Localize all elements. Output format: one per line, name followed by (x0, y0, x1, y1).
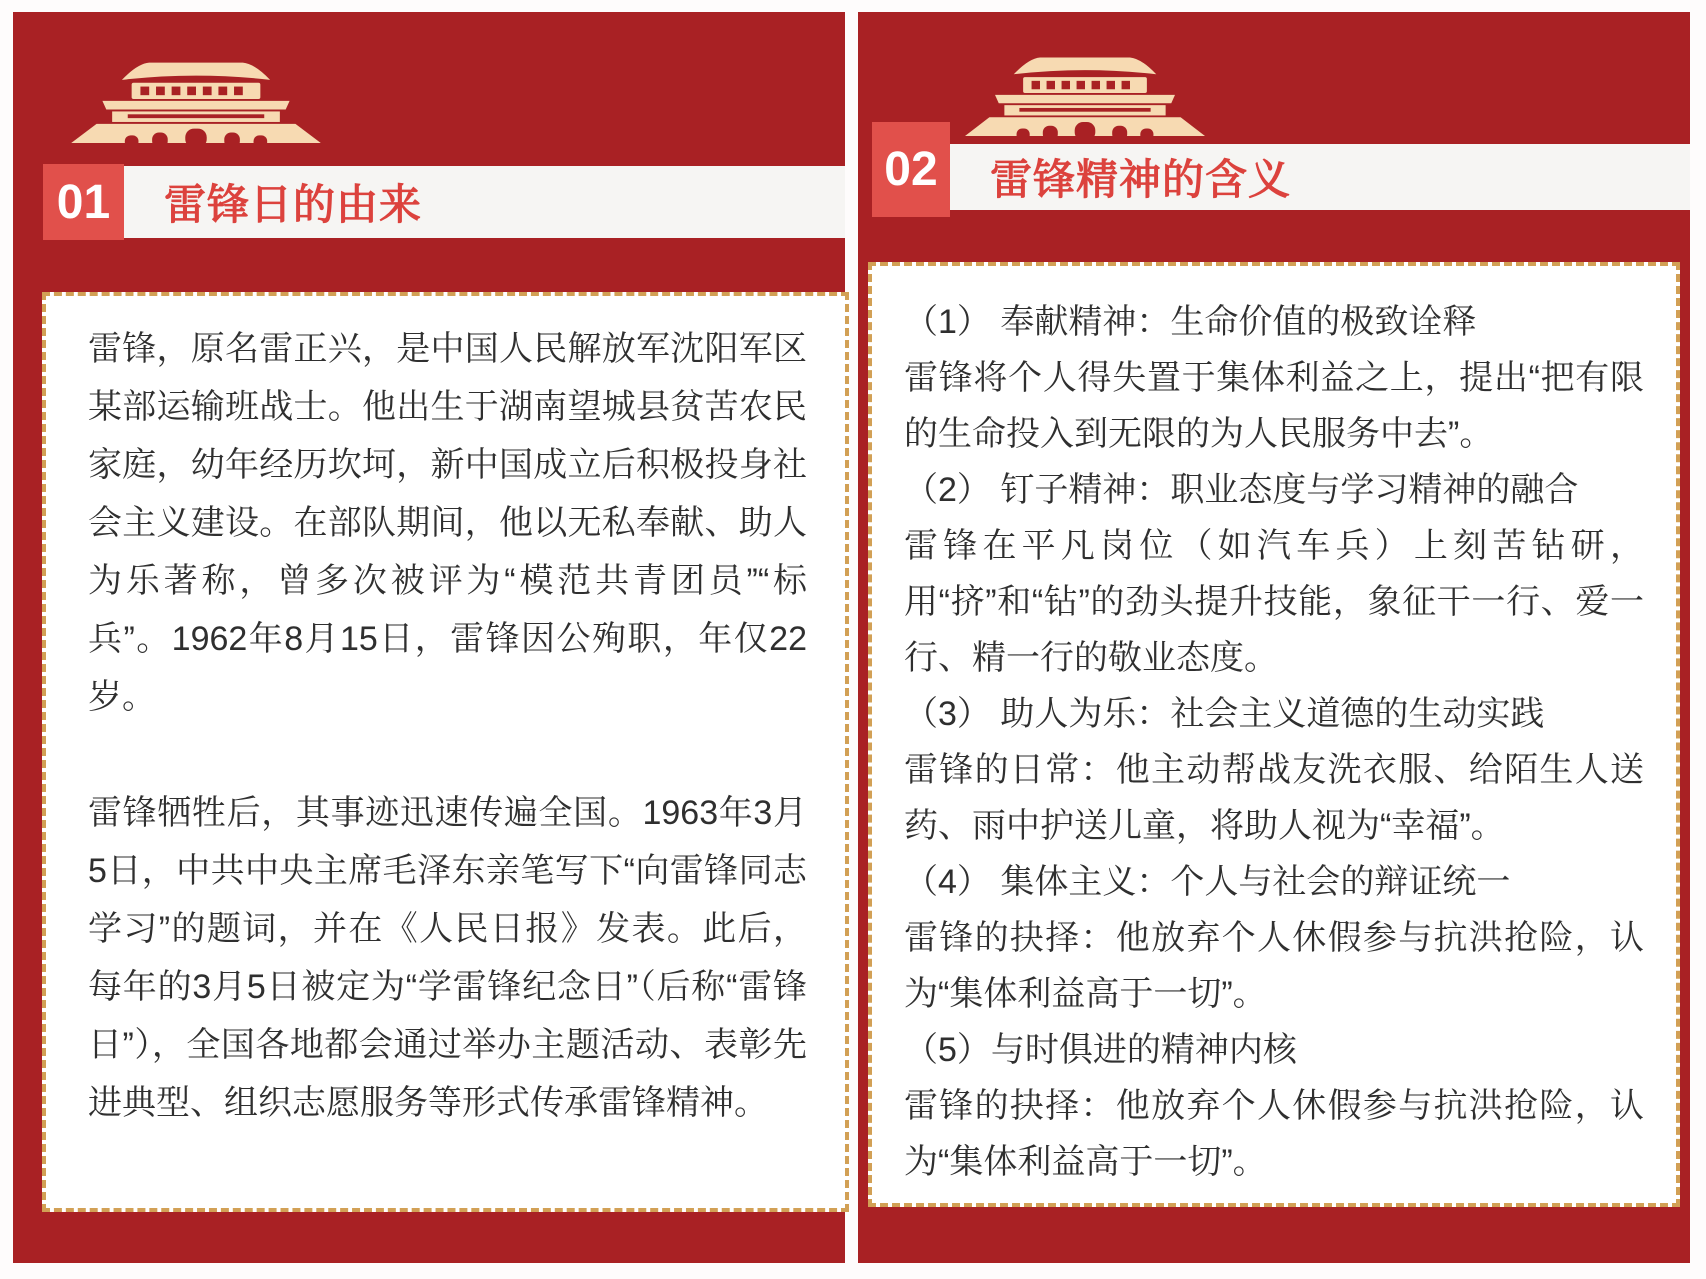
spirit-item-body: 雷锋的抉择：他放弃个人休假参与抗洪抢险，认为“集体利益高于一切”。 (904, 919, 1644, 1013)
origin-paragraph-1: 雷锋，原名雷正兴，是中国人民解放军沈阳军区某部运输班战士。他出生于湖南望城县贫苦农民家庭，幼年经历坎坷，新中国成立后积极投身社会主义建设。在部队期间，他以无私奉献、助人为乐著称，曾多次被评为“模范共青团员”“标兵”。1962年8月15日，雷锋因公殉职，年仅22岁。 (88, 330, 807, 716)
spirit-item-body: 雷锋将个人得失置于集体利益之上，提出“把有限的生命投入到无限的为人民服务中去”。 (904, 359, 1644, 453)
spirit-item-heading: （2） 钉子精神：职业态度与学习精神的融合 (904, 471, 1579, 509)
spirit-item-heading: （3） 助人为乐：社会主义道德的生动实践 (904, 695, 1545, 733)
spirit-item-2 (904, 462, 1644, 686)
section-number: 01 (56, 175, 111, 229)
content-box-spirit (868, 262, 1680, 1207)
spirit-item-heading: （4） 集体主义：个人与社会的辩证统一 (904, 863, 1511, 901)
spirit-item-body: 雷锋在平凡岗位（如汽车兵）上刻苦钻研，用“挤”和“钻”的劲头提升技能，象征干一行、爱一行、精一行的敬业态度。 (904, 527, 1644, 677)
section-title-strip (950, 144, 1690, 210)
spirit-item-4 (904, 854, 1644, 1022)
section-number-badge (43, 164, 124, 240)
section-number: 02 (884, 143, 938, 196)
tiananmen-gate-icon (935, 50, 1235, 136)
section-title-strip (124, 166, 845, 238)
content-box-origin (42, 292, 849, 1212)
panel-leifeng-day-origin (13, 12, 845, 1263)
spirit-item-body: 雷锋的日常：他主动帮战友洗衣服、给陌生人送药、雨中护送儿童，将助人视为“幸福”。 (904, 751, 1644, 845)
tiananmen-gate-icon (40, 55, 352, 143)
origin-paragraph-2: 雷锋牺牲后，其事迹迅速传遍全国。1963年3月5日，中共中央主席毛泽东亲笔写下“向雷锋同志学习”的题词，并在《人民日报》发表。此后，每年的3月5日被定为“学雷锋纪念日”（后称“雷锋日”），全国各地都会通过举办主题活动、表彰先进典型、组织志愿服务等形式传承雷锋精神。 (88, 794, 807, 1122)
spirit-item-3 (904, 686, 1644, 854)
spirit-item-heading: （1） 奉献精神：生命价值的极致诠释 (904, 303, 1477, 341)
spirit-item-1 (904, 294, 1644, 462)
spirit-item-body: 雷锋的抉择：他放弃个人休假参与抗洪抢险，认为“集体利益高于一切”。 (904, 1087, 1644, 1181)
spirit-item-heading: （5）与时俱进的精神内核 (904, 1031, 1297, 1069)
section-title: 雷锋精神的含义 (990, 156, 1292, 203)
panel-leifeng-spirit-meaning (858, 12, 1690, 1263)
section-number-badge (872, 122, 950, 217)
section-title: 雷锋日的由来 (164, 181, 423, 228)
spirit-item-5 (904, 1022, 1644, 1190)
